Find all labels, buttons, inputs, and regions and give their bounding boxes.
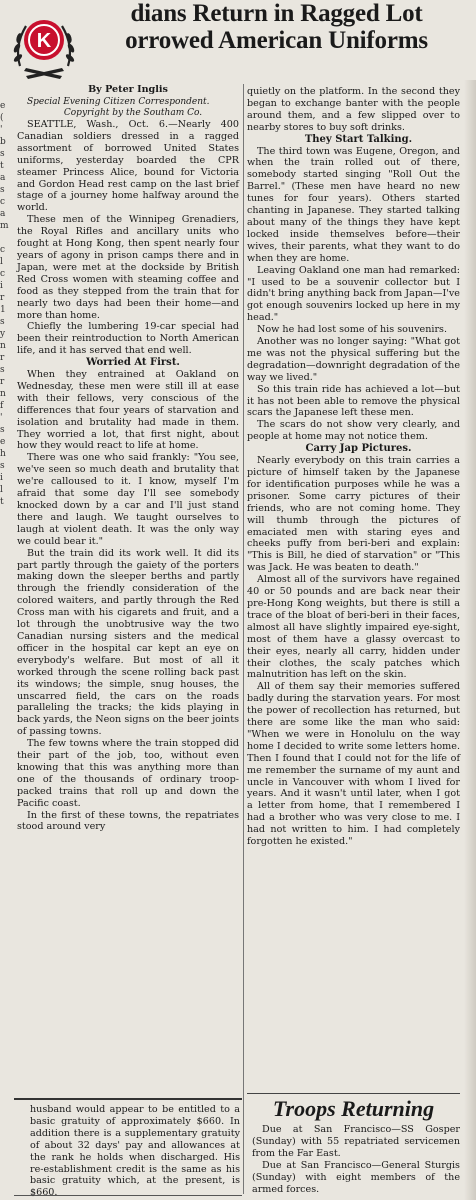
margin-fragment: e [0,437,6,447]
paragraph: Now he had lost some of his souvenirs. [257,324,448,336]
subheading: Worried At First. [86,357,180,369]
paragraph: Chiefly the lumbering 19-car special had been their reintroduction to North American life, and it has served that end well. [17,321,239,357]
margin-fragment: i [0,281,3,291]
paragraph: The scars do not show very clearly, and people at home may not notice them. [247,419,460,443]
margin-fragment: s [0,461,5,471]
margin-fragment: h [0,449,6,459]
credit-line: Special Evening Citizen Correspondent. [27,97,210,107]
paragraph: These men of the Winnipeg Grenadiers, the Royal Rifles and ancillary units who fought at Hong Kong, then spent nearly four years of agony in prison camps there and in Japan, were met at the dockside by British Red Cross women with steaming coffee and food as they stepped from the train that for nearly two days had been their home—and more than home. [17,214,239,321]
logo-letter: K [36,30,52,52]
k-laurel-logo-icon [6,6,82,82]
margin-fragment: l [0,485,3,495]
subheading: Carry Jap Pictures. [305,443,412,455]
margin-fragment: a [0,173,6,183]
paragraph: Another was no longer saying: "What got me was not the physical suffering but the degradation—downright degradation of the way we lived." [247,336,460,383]
left-margin-fragments [0,100,10,508]
column-rule [243,84,244,1194]
paragraph: Due at San Francisco—General Sturgis (Sunday) with eight members of the armed forces. [252,1159,460,1195]
margin-fragment: n [0,389,6,399]
paragraph: The third town was Eugene, Oregon, and when the train rolled out of there, somebody started singing "Roll Out the Barrel." (These men have heard no new tunes for four years). Others started chanting in Japanese. They started talking about many of the things they have kept locked inside themselves before—their wives, their parents, what they want to do when they are home. [247,145,460,264]
troops-heading: Troops Returning [247,1093,460,1122]
margin-fragment: b [0,137,6,147]
paragraph: In the first of these towns, the repatriates stood around very [17,809,239,833]
article-column-right [247,86,460,848]
margin-fragment: i [0,473,3,483]
paragraph: All of them say their memories suffered badly during the starvation years. For most the power of recollection has returned, but there are some like the man who said: "When we were in Honolulu on the way home I decided to write some letters home. Then I found that I could not for the life of me remember the surname of my aunt and uncle in Vancouver with whom I lived for years. And it wasn't until later, when I got a letter from home, that I remembered I had a brother who was very close to me. I had not written to him. I had completely forgotten he existed." [247,681,460,848]
byline: By Peter Inglis [88,84,168,95]
gratuity-text: husband would appear to be entitled to a basic gratuity of approximately $660. In addition there is a supplementary gratuity of about 32 days' pay and allowances at the rank he holds when discharged. His re-establishment credit is the same as his basic gratuity which, at the present, is $660. [30,1104,240,1199]
margin-fragment: s [0,425,5,435]
paragraph: SEATTLE, Wash., Oct. 6.—Nearly 400 Canadian soldiers dressed in a ragged assortment of borrowed United States uniforms, yesterday boarded the CPR steamer Princess Alice, bound for Victoria and Gordon Head rest camp on the last brief stage of a journey home halfway around the world. [17,119,239,214]
margin-fragment: ' [0,125,3,135]
subheading: They Start Talking. [304,133,413,145]
margin-fragment: r [0,293,5,303]
margin-fragment: c [0,197,6,207]
paragraph: Nearly everybody on this train carries a picture of himself taken by the Japanese for identification purposes while he was a prisoner. Some carry pictures of their friends, who are not coming home. They will thumb through the pictures of emaciated men with staring eyes and cheeks puffy from beri-beri and explain: "This is Bill, he died of starvation" or "This was Jack. He was beaten to death." [247,455,460,574]
page-edge-shadow [464,80,476,1200]
margin-fragment [0,232,10,244]
paragraph: The few towns where the train stopped did their part of the job, too, without even knowing that this was anything more than one of the thousands of ordinary troop-packed trains that roll up and down the Pacific coast. [17,738,239,809]
paragraph: Due at San Francisco—SS Gosper (Sunday) with 55 repatriated servicemen from the Far East. [252,1124,460,1159]
margin-fragment: m [0,221,9,231]
margin-fragment: n [0,341,6,351]
margin-fragment: s [0,185,5,195]
margin-fragment: y [0,329,6,339]
margin-fragment: t [0,497,4,507]
margin-fragment: s [0,365,5,375]
margin-fragment: e [0,101,6,111]
margin-fragment: c [0,269,6,279]
paragraph: quietly on the platform. In the second they began to exchange banter with the people around them, and a few slipped over to nearby stores to buy soft drinks. [247,86,460,133]
article-column-left [17,84,239,833]
margin-fragment: r [0,377,5,387]
paragraph: But the train did its work well. It did its part partly through the gaiety of the porters making down the sleeper berths and partly through the friendly consideration of the colored waiters, and partly through the Red Cross man with his cigarets and fruit, and a lot through the unobtrusive way the two Canadian nursing sisters and the medical officer in the hospital car kept an eye on everybody's welfare. But most of all it worked through the scene rolling back past its windows; the simple, snug houses, the unscarred field, the cars on the roads paralleling the tracks; the kids playing in back yards, the Neon signs on the beer joints of passing towns. [17,547,239,738]
margin-fragment: s [0,317,5,327]
margin-fragment: ( [0,113,4,123]
headline [84,0,469,54]
paragraph: So this train ride has achieved a lot—but it has not been able to remove the physical scars the Japanese left these men. [247,383,460,419]
headline-line-2: orrowed American Uniforms [125,27,428,54]
paragraph: Leaving Oakland one man had remarked: "I used to be a souvenir collector but I didn't bring anything back from Japan—I've got enough souvenirs locked up here in my head." [247,264,460,324]
margin-fragment: a [0,209,6,219]
margin-fragment: ' [0,413,3,423]
margin-fragment: t [0,161,4,171]
margin-fragment: c [0,245,6,255]
margin-fragment: f [0,401,4,411]
margin-fragment: 1 [0,305,6,315]
gratuity-box [14,1098,242,1199]
margin-fragment: r [0,353,5,363]
margin-fragment: l [0,257,3,267]
paragraph: Almost all of the survivors have regained 40 or 50 pounds and are back near their pre-Hong Kong weights, but there is still a trace of the bloat of beri-beri in their faces, almost all have slightly impaired eye-sight, most of them have a glassy overcast to their eyes, nearly all carry, hidden under their clothes, the scaly patches which malnutrition has left on the skin. [247,574,460,681]
paragraph: When they entrained at Oakland on Wednesday, these men were still ill at ease with their fellows, very conscious of the differences that four years of starvation and isolation and brutality had made in them. They worried a lot, that first night, about how they would react to life at home. [17,369,239,452]
paragraph: There was one who said frankly: "You see, we've seen so much death and brutality that we're calloused to it. I know, myself I'm afraid that some day I'll see somebody knocked down by a car and I'll just stand there and laugh. We taught ourselves to laugh at violent death. It was the only way we could bear it." [17,452,239,547]
headline-line-1: dians Return in Ragged Lot [130,0,423,27]
margin-fragment: s [0,149,5,159]
troops-section [252,1124,460,1195]
copyright-line: Copyright by the Southam Co. [63,108,203,118]
